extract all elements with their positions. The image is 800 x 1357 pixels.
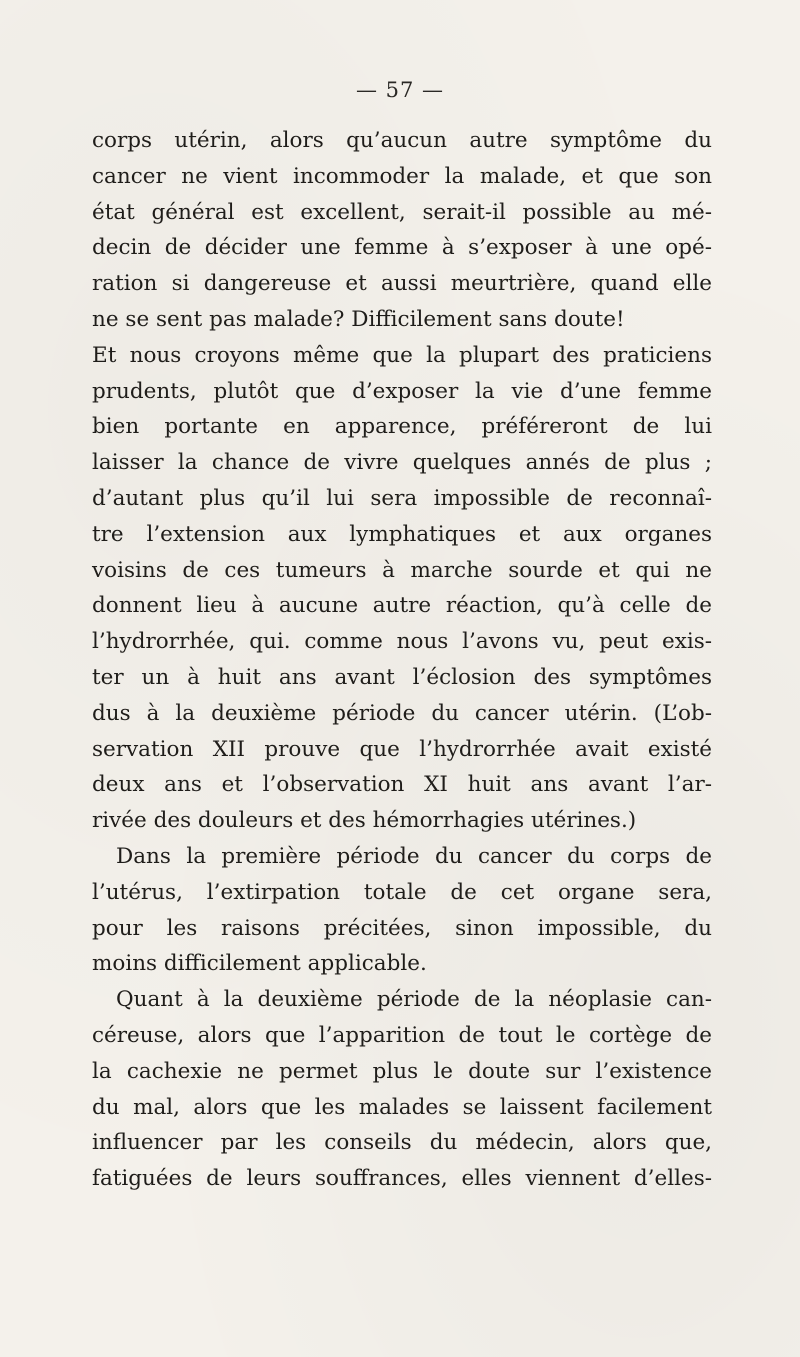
text-line: cancer ne vient incommoder la malade, et que son (92, 163, 712, 189)
text-line: Et nous croyons même que la plupart des praticiens (92, 342, 712, 368)
text-line: donnent lieu à aucune autre réaction, qu’à celle de (92, 593, 712, 619)
text-line: l’utérus, l’extirpation totale de cet organe sera, (92, 879, 712, 905)
text-line: tre l’extension aux lymphatiques et aux organes (92, 521, 712, 547)
text-line: fatiguées de leurs souffrances, elles viennent d’elles- (92, 1166, 712, 1192)
text-line: dus à la deuxième période du cancer utérin. (L’ob- (92, 700, 712, 726)
text-line: état général est excellent, serait-il possible au mé- (92, 199, 712, 225)
text-line: Quant à la deuxième période de la néoplasie can- (116, 987, 712, 1013)
text-line: moins difficilement applicable. (92, 951, 427, 977)
text-line: servation XII prouve que l’hydrorrhée avait existé (92, 736, 712, 762)
text-line: voisins de ces tumeurs à marche sourde et qui ne (92, 557, 712, 583)
text-line: Dans la première période du cancer du corps de (116, 843, 712, 869)
text-line: ter un à huit ans avant l’éclosion des symptômes (92, 664, 712, 690)
text-line: deux ans et l’observation XI huit ans avant l’ar- (92, 772, 712, 798)
text-line: la cachexie ne permet plus le doute sur l’existence (92, 1058, 712, 1084)
text-line: rivée des douleurs et des hémorrhagies utérines.) (92, 808, 637, 834)
text-line: l’hydrorrhée, qui. comme nous l’avons vu, peut exis- (92, 629, 712, 655)
text-line: pour les raisons précitées, sinon impossible, du (92, 915, 712, 941)
text-line: ration si dangereuse et aussi meurtrière, quand elle (92, 271, 712, 297)
text-line: ne se sent pas malade? Difficilement sans doute! (92, 306, 625, 332)
text-line: laisser la chance de vivre quelques annés de plus ; (92, 450, 712, 476)
text-line: influencer par les conseils du médecin, alors que, (92, 1130, 712, 1156)
text-line: corps utérin, alors qu’aucun autre symptôme du (92, 128, 712, 153)
page-number: — 57 — (355, 78, 445, 102)
text-line: prudents, plutôt que d’exposer la vie d’une femme (92, 378, 712, 404)
text-line: du mal, alors que les malades se laissent facilement (92, 1094, 712, 1120)
text-line: bien portante en apparence, préféreront de lui (92, 414, 712, 440)
text-line: decin de décider une femme à s’exposer à une opé- (92, 235, 712, 261)
body-text (92, 123, 712, 1197)
text-line: céreuse, alors que l’apparition de tout le cortège de (92, 1022, 712, 1048)
text-line: d’autant plus qu’il lui sera impossible de reconnaî- (92, 485, 712, 511)
